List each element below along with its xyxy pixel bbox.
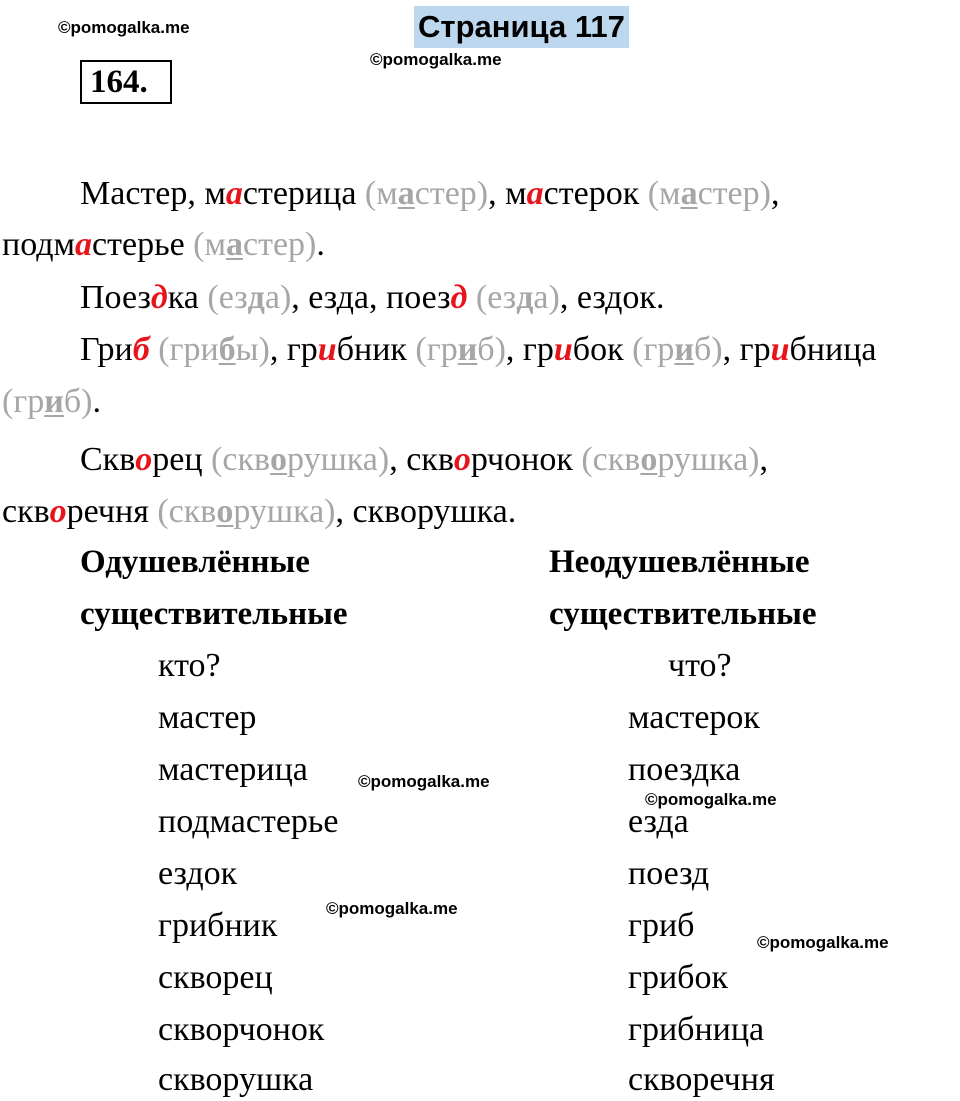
paragraph-line: Гриб (грибы), грибник (гриб), грибок (гриб), грибница: [80, 331, 877, 368]
animate-word: мастерица: [158, 751, 308, 788]
paragraph-line: подмастерье (мастер).: [2, 226, 325, 263]
inanimate-word: поездка: [628, 751, 741, 788]
inanimate-word: гриб: [628, 907, 695, 944]
inanimate-question: что?: [668, 647, 732, 684]
watermark: ©pomogalka.me: [358, 772, 490, 791]
inanimate-word: езда: [628, 803, 689, 840]
inanimate-word: поезд: [628, 855, 710, 892]
animate-header: Одушевлённые: [80, 544, 310, 580]
animate-word: скворец: [158, 959, 273, 996]
animate-word: мастер: [158, 699, 257, 736]
paragraph-line: скворечня (скворушка), скворушка.: [2, 493, 517, 530]
inanimate-word: скворечня: [628, 1061, 775, 1098]
animate-word: грибник: [158, 907, 278, 944]
paragraph-line: Скворец (скворушка), скворчонок (скворушка),: [80, 441, 768, 478]
watermark: ©pomogalka.me: [645, 790, 777, 809]
inanimate-word: мастерок: [628, 699, 760, 736]
animate-word: подмастерье: [158, 803, 339, 840]
paragraph-line: Мастер, мастерица (мастер), мастерок (мастер),: [80, 175, 780, 212]
task-number: 164.: [80, 60, 172, 104]
inanimate-word: грибок: [628, 959, 728, 996]
animate-word: скворушка: [158, 1061, 314, 1098]
inanimate-word: грибница: [628, 1011, 765, 1048]
watermark: ©pomogalka.me: [757, 933, 889, 952]
page-title: Страница 117: [414, 6, 629, 48]
animate-word: ездок: [158, 855, 238, 892]
paragraph-line: (гриб).: [2, 383, 101, 420]
animate-question: кто?: [158, 647, 221, 684]
inanimate-header: существительные: [549, 596, 817, 632]
animate-header: существительные: [80, 596, 348, 632]
animate-word: скворчонок: [158, 1011, 325, 1048]
paragraph-line: Поездка (езда), езда, поезд (езда), ездок.: [80, 279, 665, 316]
inanimate-header: Неодушевлённые: [549, 544, 810, 580]
watermark: ©pomogalka.me: [326, 899, 458, 918]
watermark: ©pomogalka.me: [58, 18, 190, 37]
watermark: ©pomogalka.me: [370, 50, 502, 69]
